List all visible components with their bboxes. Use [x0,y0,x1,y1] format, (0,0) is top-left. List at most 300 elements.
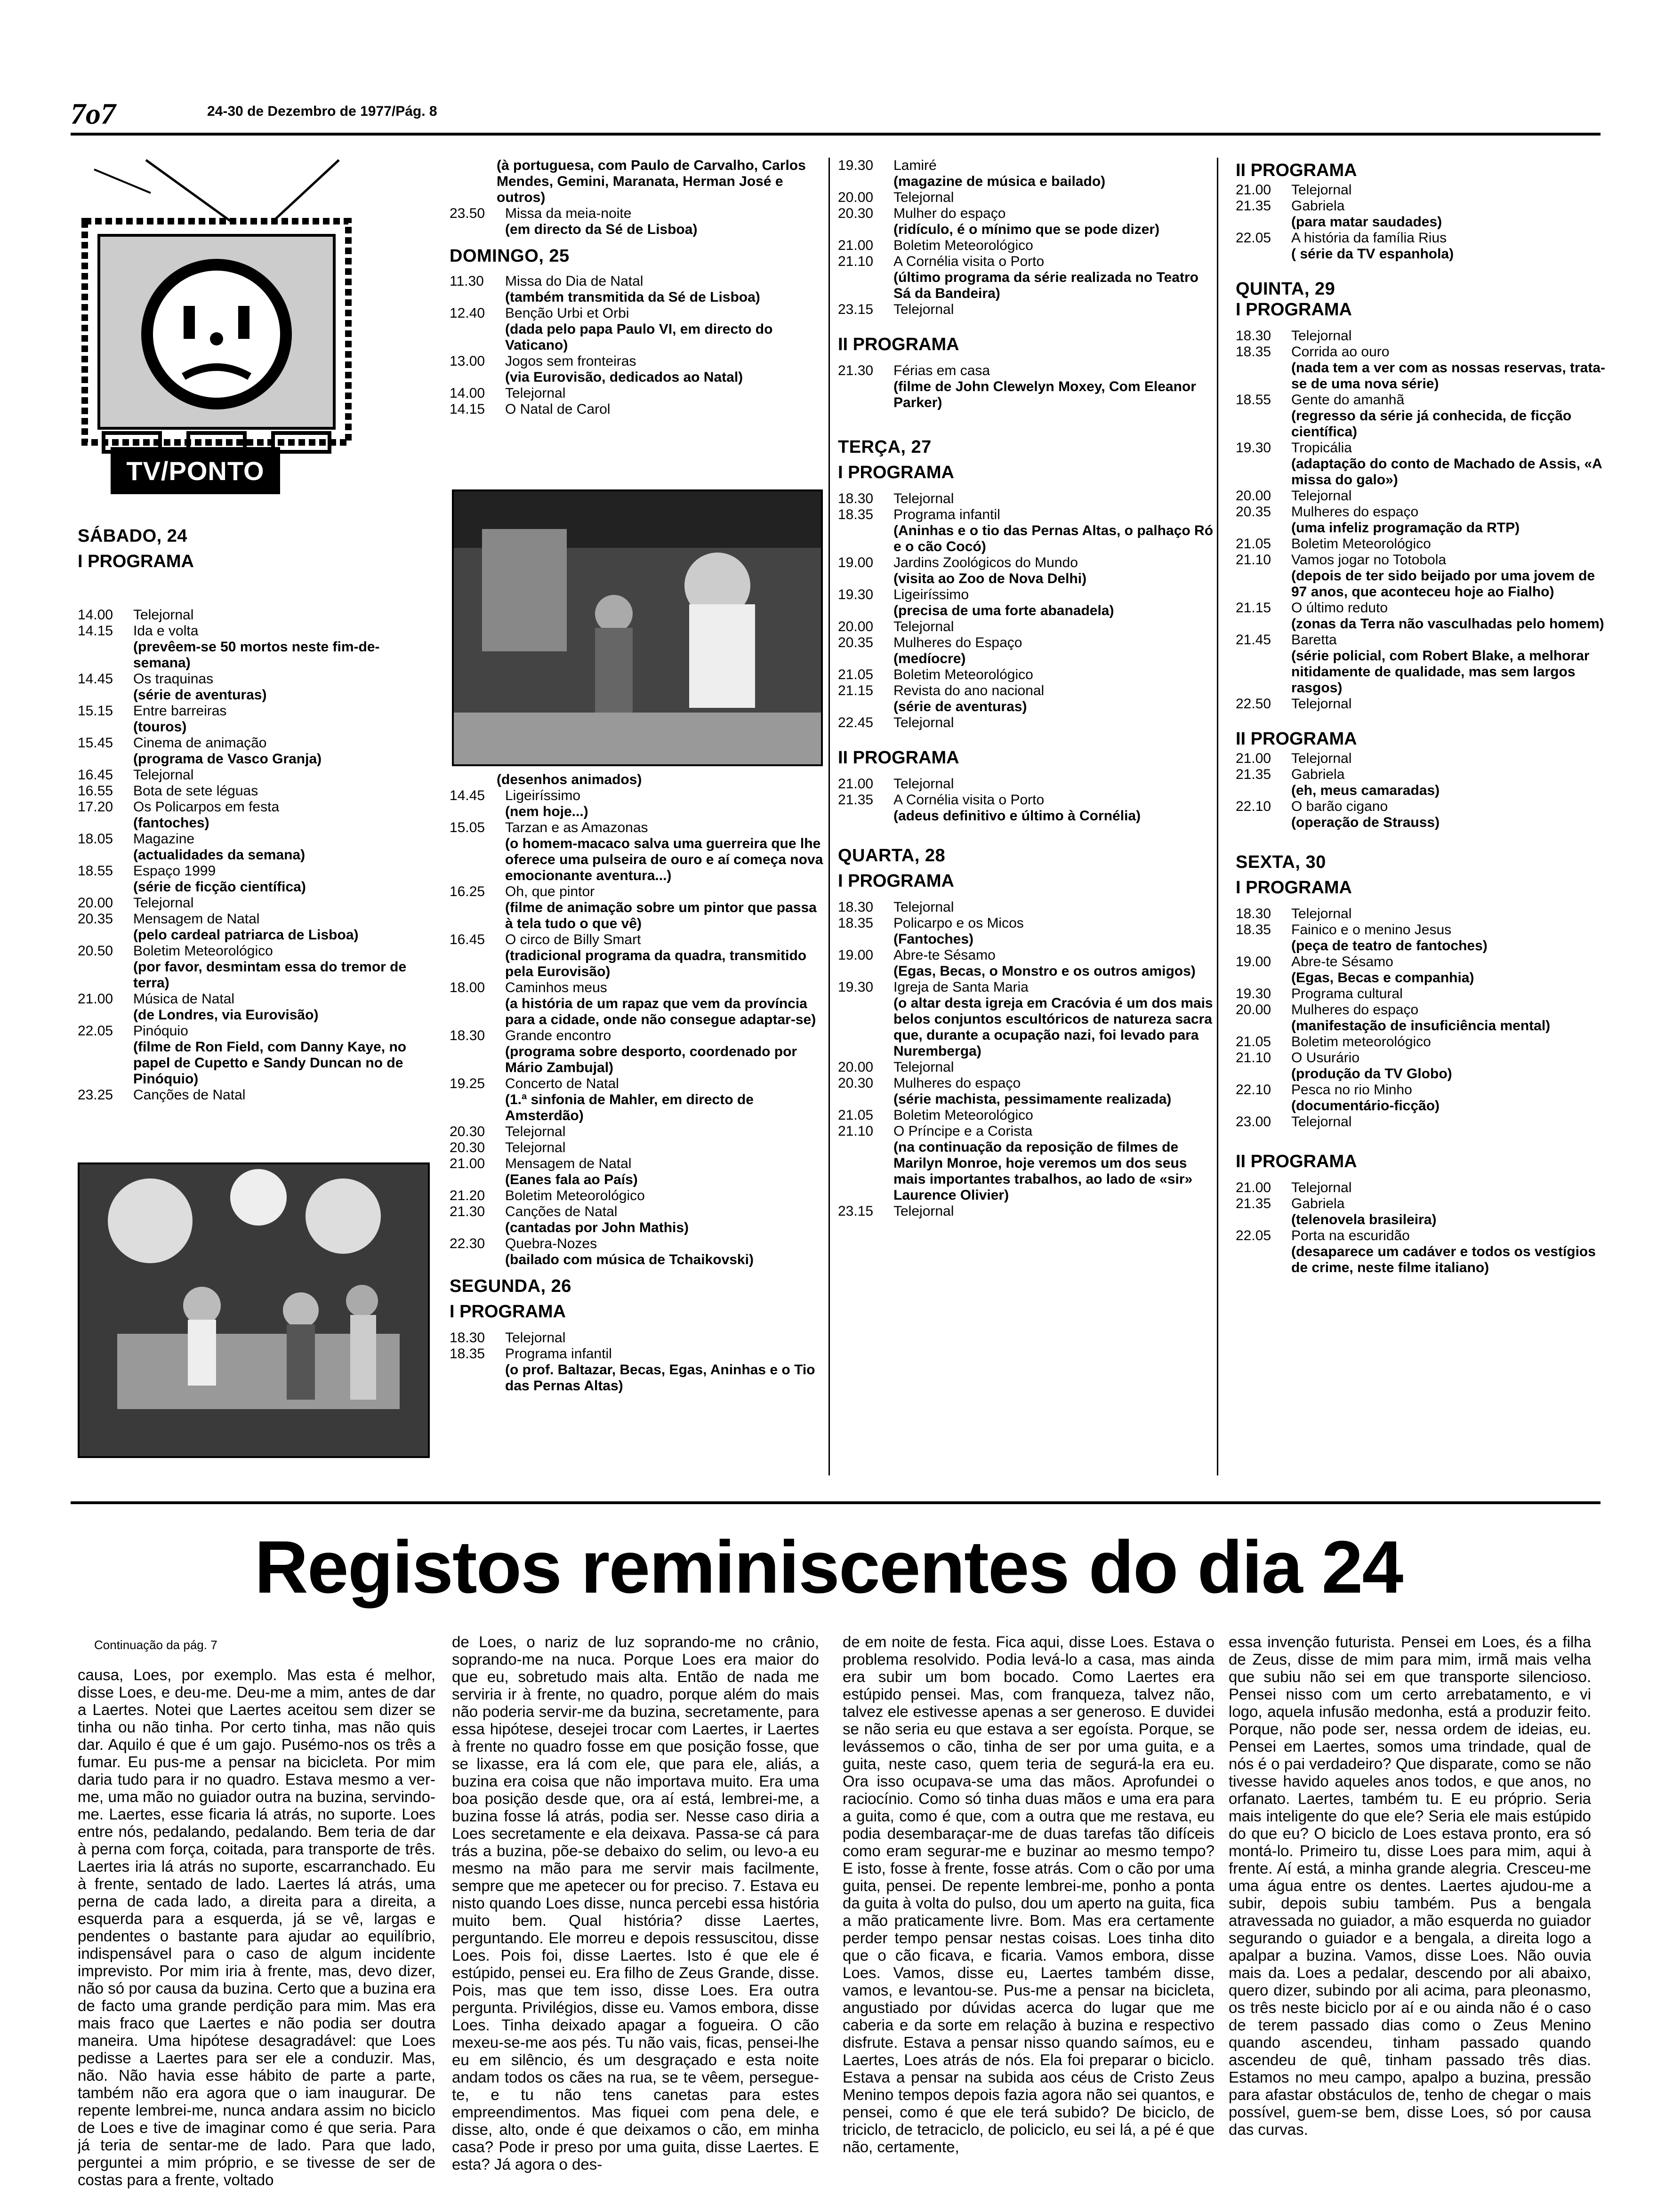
schedule-entry [838,715,1215,731]
schedule-list [838,491,1215,731]
entry-title: Mensagem de Natal [133,911,260,927]
newspaper-logo: 7o7 [71,97,116,130]
entry-time: 21.00 [1236,751,1271,766]
entry-body [505,273,826,305]
entry-time: 20.30 [838,206,874,221]
article-column-1: causa, Loes, por exemplo. Mas esta é melhor, disse Loes, e deu-me. Deu-me a mim, antes de dar a Laertes. Notei que Laertes aceitou sem dizer se tinha ou não tinha. Por certo tinha, mas não quis dar. Aquilo é que é um gajo. Pusémo-nos os três a fumar. Eu pus-me a pensar na bicicleta. Por mim daria tudo para ir no quadro. Estava mesmo a ver-me, uma mão no guiador outra na buzina, servindo-me. Laertes, esse ficaria lá atrás, no suporte. Loes entre nós, pedalando, pedalando. Bem teria de dar à perna com força, coitada, para transporte de três. Laertes iria lá atrás no suporte, escarranchado. Eu à frente, sentado de lado. Laertes lá atrás, uma perna de cada lado, a direita para a direita, a esquerda para a esquerda, já se vê, largas e pendentes o bastante para ajudar ao equilíbrio, indispensável para o caso de algum incidente imprevisto. Por mim iria à frente, mas, devo dizer, não só por causa da buzina. Certo que a buzina era de facto uma grande perdição para mim. Mas era mais fraco que Laertes e não podia ser doutra maneira. Uma hipótese desagradável: que Loes pedisse a Laertes para ser ele a conduzir. Mas, não. Não havia esse hábito de parte a parte, também não era agora que o iam inaugurar. De repente lembrei-me, nunca andara assim no biciclo de Loes e tive de imaginar como é que seria. Para já teria de sentar-me de lado. Para que lado, perguntei a mim próprio, e se tivesse de ser de costas para a frente, voltado [78,1666,435,2188]
entry-body [1291,392,1612,440]
program-heading: I PROGRAMA [838,463,954,482]
schedule-entry [450,932,826,980]
entry-note: (filme de John Clewelyn Moxey, Com Eleanor Parker) [893,379,1196,410]
entry-note: (o prof. Baltazar, Becas, Egas, Aninhas e o Tio das Pernas Altas) [505,1362,815,1394]
entry-title: O Usurário [1291,1050,1360,1066]
entry-time: 21.35 [1236,767,1271,782]
entry-body [133,703,435,735]
schedule-entry [78,1087,435,1103]
entry-note: (uma infeliz programação da RTP) [1291,520,1520,536]
entry-time: 18.30 [1236,328,1271,344]
program-heading: II PROGRAMA [1236,729,1357,749]
schedule-entry [1236,1196,1612,1228]
entry-time: 21.00 [1236,1180,1271,1195]
entry-title: Canções de Natal [505,1204,618,1219]
entry-time: 20.00 [1236,488,1271,504]
entry-title: Os traquinas [133,671,214,687]
entry-title: A Cornélia visita o Porto [893,254,1045,269]
entry-title: Música de Natal [133,991,235,1007]
schedule-entry [1236,767,1612,799]
entry-title: Telejornal [1291,488,1352,504]
entry-body [1291,1034,1612,1050]
entry-body [893,947,1215,979]
entry-title: Programa infantil [893,507,1000,522]
entry-title: Vamos jogar no Totobola [1291,552,1447,568]
entry-time: 15.05 [450,820,485,835]
entry-note: (Fantoches) [893,931,974,947]
entry-note: (dada pelo papa Paulo VI, em directo do Vaticano) [505,321,773,353]
schedule-entry [1236,440,1612,488]
schedule-entry [1236,751,1612,767]
entry-title: Bota de sete léguas [133,783,258,799]
entry-note: (Eanes fala ao País) [505,1172,638,1187]
entry-title: Telejornal [505,385,566,401]
entry-body [1291,767,1612,799]
entry-note: (a história de um rapaz que vem da província para a cidade, onde não consegue adaptar-se) [505,996,816,1027]
schedule-entry [838,302,1215,318]
entry-note: (série de aventuras) [893,699,1027,714]
entry-body [505,305,826,353]
day-heading: QUARTA, 28 [838,846,946,866]
schedule-entry [838,635,1215,667]
schedule-entry [450,1330,826,1346]
entry-title: Abre-te Sésamo [1291,954,1393,970]
entry-time: 22.05 [1236,230,1271,246]
program-heading: I PROGRAMA [1236,878,1352,898]
schedule-entry [1236,392,1612,440]
entry-time: 21.30 [450,1204,485,1219]
entry-body [505,820,826,884]
schedule-entry [450,206,826,238]
note: (desenhos animados) [497,772,642,787]
entry-time: 23.50 [450,206,485,221]
entry-body [505,980,826,1028]
entry-note: (de Londres, via Eurovisão) [133,1007,319,1023]
entry-body [505,884,826,932]
entry-title: Telejornal [893,619,954,634]
entry-body [893,158,1215,190]
schedule-entry [838,206,1215,238]
note: (à portuguesa, com Paulo de Carvalho, Carlos Mendes, Gemini, Maranata, Herman José e outros) [497,158,806,205]
schedule-entry [838,190,1215,206]
schedule-entry [78,671,435,703]
entry-time: 16.45 [450,932,485,947]
schedule-entry [78,943,435,991]
entry-note: (por favor, desmintam essa do tremor de terra) [133,959,407,991]
entry-note: (desaparece um cadáver e todos os vestígios de crime, neste filme italiano) [1291,1244,1596,1275]
entry-title: Telejornal [1291,328,1352,344]
article-column-2: de Loes, o nariz de luz soprando-me no crânio, soprando-me na nuca. Porque Loes era maior do que eu, sobretudo mais alta. Então de nada me serviria ir à frente, no quadro, porque além do mais não poderia servir-me da buzina, secretamente, para essa hipótese, desejei trocar com Laertes, ir Laertes à frente no quadro fosse em que posição fosse, que se lixasse, era lá com ele, que para ele, aliás, a buzina era coisa que não importava muito. Era uma boa posição desde que, ora aí está, lembrei-me, a buzina fosse lá atrás, podia ser. Nesse caso diria a Loes secretamente e ela deixava. Passa-se cá para trás a buzina, põe-se debaixo do selim, ou levo-a eu mesmo na mão para me servir mais facilmente, sempre que me apetecer ou for preciso. 7. Estava eu nisto quando Loes disse, nunca percebi essa história muito bem. Qual história? disse Laertes, perguntando. Ele morreu e depois ressuscitou, disse Loes. Pois foi, disse Laertes. Isto é que ele é estúpido, pensei eu. Era filho de Zeus Grande, disse. Pois, mas que tem isso, disse Loes. Era outra pergunta. Privilégios, disse eu. Vamos embora, disse Loes. Tinha deixado apagar a fogueira. O cão mexeu-se-me aos pés. Tu não vais, ficas, pensei-lhe eu em silêncio, és um desgraçado e esta noite andam todos os cães na rua, se te vêem, persegue-te, e tu não tens canetas para estes empreendimentos. Mas fiquei com pena dele, e disse, alto, onde é que deixamos o cão, em minha casa? Pode ir preso por uma guita, disse Laertes. E esta? Já agora o des- [452,1633,819,2173]
schedule-entry [838,915,1215,947]
entry-note: (actualidades da semana) [133,847,306,863]
entry-time: 18.35 [838,915,874,931]
entry-note: (série machista, pessimamente realizada) [893,1091,1172,1107]
schedule-entry [838,1059,1215,1075]
entry-note: (touros) [133,719,187,735]
schedule-entry [1236,1114,1612,1130]
entry-body [893,683,1215,715]
entry-body [505,1346,826,1394]
entry-time: 18.55 [1236,392,1271,408]
entry-time: 19.30 [838,979,874,995]
entry-title: Benção Urbi et Orbi [505,305,629,321]
schedule-entry [78,735,435,767]
entry-title: Telejornal [893,491,954,506]
entry-time: 21.15 [1236,600,1271,616]
entry-body [1291,1196,1612,1228]
entry-body [133,783,435,799]
entry-title: Os Policarpos em festa [133,799,280,815]
entry-note: (depois de ter sido beijado por uma jovem de 97 anos, que aconteceu hoje ao Fialho) [1291,568,1595,600]
entry-note: (peça de teatro de fantoches) [1291,938,1488,954]
entry-title: Magazine [133,831,195,847]
entry-note: (documentário-ficção) [1291,1098,1440,1114]
entry-body [1291,552,1612,600]
entry-note: (na continuação da reposição de filmes de Marilyn Monroe, hoje veremos um dos seus mais importantes trabalhos, ao lado de «sir» Laurence Olivier) [893,1139,1193,1203]
entry-time: 21.15 [838,683,874,698]
entry-note: ( série da TV espanhola) [1291,246,1454,262]
schedule-entry [838,776,1215,792]
program-heading: II PROGRAMA [1236,1152,1357,1171]
entry-title: Telejornal [893,1203,954,1219]
schedule-entry [838,979,1215,1059]
program-heading: I PROGRAMA [838,871,954,891]
entry-body [505,385,826,401]
entry-note: (regresso da série já conhecida, de ficção científica) [1291,408,1572,440]
entry-time: 11.30 [450,273,484,289]
entry-body [1291,922,1612,954]
schedule-entry [838,587,1215,619]
schedule-entry [450,1140,826,1156]
entry-note: (o homem-macaco salva uma guerreira que lhe oferece uma pulseira de ouro e aí começa nova emocionante aventura...) [505,836,823,883]
schedule-entry [1236,696,1612,712]
entry-note: (nem hoje...) [505,804,588,819]
schedule-entry [450,1124,826,1140]
entry-title: Missa do Dia de Natal [505,273,643,289]
entry-note: (adaptação do conto de Machado de Assis, «A missa do galo») [1291,456,1602,488]
schedule-entry [1236,954,1612,986]
entry-note: (série policial, com Robert Blake, a melhorar nitidamente de qualidade, mas sem largos rasgos) [1291,648,1590,696]
schedule-entry [838,555,1215,587]
day-heading: SÁBADO, 24 [78,526,188,546]
schedule-list [1236,1180,1612,1276]
entry-time: 21.05 [1236,536,1271,552]
day-heading: QUINTA, 29 [1236,279,1335,299]
entry-note: (fantoches) [133,815,209,831]
entry-title: Igreja de Santa Maria [893,979,1029,995]
entry-body [133,1087,435,1103]
entry-title: Corrida ao ouro [1291,344,1390,360]
entry-body [893,238,1215,254]
entry-time: 22.10 [1236,799,1271,814]
entry-time: 22.50 [1236,696,1271,712]
schedule-entry [1236,906,1612,922]
entry-body [505,1156,826,1188]
entry-time: 20.30 [450,1140,485,1155]
entry-note: (Egas, Becas, o Monstro e os outros amigos) [893,963,1196,979]
entry-time: 18.00 [450,980,485,995]
entry-time: 19.30 [838,158,874,173]
schedule-entry [1236,504,1612,536]
entry-note: (série de ficção científica) [133,879,306,895]
entry-body [505,1124,826,1140]
entry-note: (medíocre) [893,651,966,666]
day-heading: SEGUNDA, 26 [450,1276,571,1296]
entry-body [133,607,435,623]
entry-title: Telejornal [893,899,954,915]
schedule-entry [450,353,826,385]
entry-body [1291,504,1612,536]
entry-body [1291,1228,1612,1276]
schedule-list [1236,751,1612,831]
entry-title: Quebra-Nozes [505,1236,597,1251]
entry-body [893,1075,1215,1107]
entry-body [893,1107,1215,1123]
entry-body [893,979,1215,1059]
entry-note: (cantadas por John Mathis) [505,1220,689,1235]
entry-title: Boletim Meteorológico [1291,536,1431,552]
entry-body [1291,696,1612,712]
schedule-entry [78,607,435,623]
entry-title: Canções de Natal [133,1087,246,1103]
entry-note: (prevêem-se 50 mortos neste fim-de-semana) [133,639,380,671]
schedule-list [838,158,1215,318]
entry-time: 21.35 [1236,1196,1271,1211]
entry-body [893,491,1215,507]
schedule-entry [78,895,435,911]
entry-body [1291,1050,1612,1082]
schedule-entry [838,238,1215,254]
schedule-list [1236,906,1612,1130]
entry-title: Ligeiríssimo [505,788,581,803]
entry-body [893,555,1215,587]
schedule-entry [1236,344,1612,392]
entry-time: 18.35 [450,1346,485,1362]
entry-title: Boletim meteorológico [1291,1034,1431,1050]
entry-title: Telejornal [1291,1180,1352,1195]
entry-note: (precisa de uma forte abanadela) [893,603,1114,618]
entry-time: 14.15 [450,401,485,417]
entry-body [505,1204,826,1236]
schedule-list [1236,182,1612,262]
entry-note: (tradicional programa da quadra, transmitido pela Eurovisão) [505,948,807,979]
schedule-entry [838,899,1215,915]
entry-time: 16.25 [450,884,485,899]
schedule-entry [78,991,435,1023]
column-rule [828,158,830,1475]
entry-body [505,788,826,820]
entry-body [505,401,826,417]
entry-body [505,1236,826,1268]
entry-title: Tarzan e as Amazonas [505,820,648,835]
schedule-entry [1236,799,1612,831]
entry-time: 21.00 [838,238,874,253]
entry-body [893,1059,1215,1075]
schedule-list [450,273,826,417]
entry-time: 14.45 [450,788,485,803]
entry-note: (filme de Ron Field, com Danny Kaye, no papel de Cupetto e Sandy Duncan no de Pinóquio) [133,1039,407,1087]
schedule-entry [450,980,826,1028]
entry-time: 21.00 [838,776,874,792]
entry-title: Telejornal [133,607,194,623]
entry-title: Oh, que pintor [505,884,595,899]
entry-title: Mulher do espaço [893,206,1006,221]
schedule-entry [1236,1082,1612,1114]
schedule-entry [450,401,826,417]
entry-time: 22.45 [838,715,874,730]
entry-note: (nada tem a ver com as nossas reservas, trata-se de uma nova série) [1291,360,1606,392]
column-rule [1217,158,1218,1475]
schedule-entry [1236,986,1612,1002]
entry-title: Telejornal [1291,1114,1352,1130]
entry-note: (série de aventuras) [133,687,267,703]
entry-body [893,206,1215,238]
entry-time: 20.00 [838,619,874,634]
entry-body [893,619,1215,635]
entry-time: 20.30 [450,1124,485,1139]
entry-time: 18.55 [78,863,113,879]
entry-time: 21.30 [838,363,874,378]
entry-body [1291,230,1612,262]
entry-title: Telejornal [893,302,954,317]
entry-body [505,932,826,980]
entry-time: 18.30 [1236,906,1271,922]
entry-note: (bailado com música de Tchaikovski) [505,1252,754,1267]
entry-time: 21.00 [1236,182,1271,198]
entry-body [1291,632,1612,696]
entry-title: Gabriela [1291,198,1345,214]
entry-time: 22.10 [1236,1082,1271,1098]
schedule-entry [1236,552,1612,600]
entry-title: Porta na escuridão [1291,1228,1410,1243]
entry-body [1291,198,1612,230]
entry-title: Policarpo e os Micos [893,915,1024,931]
entry-note: (adeus definitivo e último à Cornélia) [893,808,1141,824]
entry-time: 22.05 [78,1023,113,1039]
entry-title: Gabriela [1291,1196,1345,1211]
entry-body [1291,536,1612,552]
entry-body [133,1023,435,1087]
entry-body [133,671,435,703]
entry-time: 20.35 [78,911,113,927]
entry-title: Espaço 1999 [133,863,216,879]
entry-time: 18.30 [450,1028,485,1043]
entry-time: 17.20 [78,799,113,815]
entry-note: (manifestação de insuficiência mental) [1291,1018,1551,1034]
entry-title: Pesca no rio Minho [1291,1082,1412,1098]
schedule-entry [1236,198,1612,230]
entry-time: 18.35 [1236,344,1271,360]
entry-note: (produção da TV Globo) [1291,1066,1452,1082]
schedule-entry [838,363,1215,411]
entry-title: Mensagem de Natal [505,1156,632,1171]
entry-note: (telenovela brasileira) [1291,1212,1437,1227]
entry-body [893,1203,1215,1219]
entry-title: Mulheres do espaço [1291,504,1419,520]
entry-title: Telejornal [133,767,194,783]
entry-note: (magazine de música e bailado) [893,174,1106,189]
entry-time: 15.45 [78,735,113,751]
schedule-entry [450,788,826,820]
col-thursday-friday [1236,158,1612,1276]
entry-time: 21.00 [450,1156,485,1171]
entry-time: 14.45 [78,671,113,687]
entry-title: Boletim Meteorológico [505,1188,645,1203]
entry-title: O barão cigano [1291,799,1388,814]
entry-body [893,363,1215,411]
entry-time: 19.00 [838,947,874,963]
entry-time: 23.15 [838,302,874,317]
entry-time: 21.45 [1236,632,1271,648]
entry-title: Tropicália [1291,440,1352,456]
entry-title: Telejornal [1291,182,1352,198]
schedule-entry [838,1123,1215,1203]
entry-time: 21.35 [838,792,874,808]
entry-title: O último reduto [1291,600,1388,616]
entry-time: 20.35 [838,635,874,650]
schedule-entry [838,792,1215,824]
entry-body [1291,344,1612,392]
entry-time: 22.30 [450,1236,485,1251]
schedule-entry [838,491,1215,507]
entry-title: Grande encontro [505,1028,611,1043]
schedule-entry [838,683,1215,715]
entry-time: 20.00 [838,1059,874,1075]
entry-title: Telejornal [505,1124,566,1139]
entry-time: 19.30 [1236,440,1271,456]
entry-body [893,1123,1215,1203]
entry-time: 18.30 [838,491,874,506]
entry-body [133,911,435,943]
entry-time: 19.00 [838,555,874,570]
entry-title: Ida e volta [133,623,199,639]
entry-note: (filme de animação sobre um pintor que passa à tela tudo o que vê) [505,900,817,931]
issue-line: 24-30 de Dezembro de 1977/Pág. 8 [207,104,437,119]
schedule-entry [1236,328,1612,344]
entry-body [133,991,435,1023]
entry-body [893,635,1215,667]
entry-body [1291,1114,1612,1130]
entry-note: (via Eurovisão, dedicados ao Natal) [505,369,743,385]
schedule-entry [838,507,1215,555]
entry-time: 20.50 [78,943,113,959]
schedule-entry [1236,230,1612,262]
section-title: TV/PONTO [111,447,280,494]
entry-body [133,863,435,895]
schedule-entry [1236,488,1612,504]
entry-title: Telejornal [505,1330,566,1346]
entry-title: Boletim Meteorológico [893,238,1033,253]
schedule-entry [1236,1034,1612,1050]
entry-time: 18.30 [838,899,874,915]
schedule-entry [838,1075,1215,1107]
entry-title: Boletim Meteorológico [893,1107,1033,1123]
col-sunday [450,158,826,417]
entry-time: 13.00 [450,353,485,369]
entry-time: 18.05 [78,831,113,847]
schedule-entry [1236,536,1612,552]
entry-note: (Aninhas e o tio das Pernas Altas, o palhaço Ró e o cão Cocó) [893,523,1214,554]
entry-title: A história da família Rius [1291,230,1447,246]
entry-title: Revista do ano nacional [893,683,1045,698]
